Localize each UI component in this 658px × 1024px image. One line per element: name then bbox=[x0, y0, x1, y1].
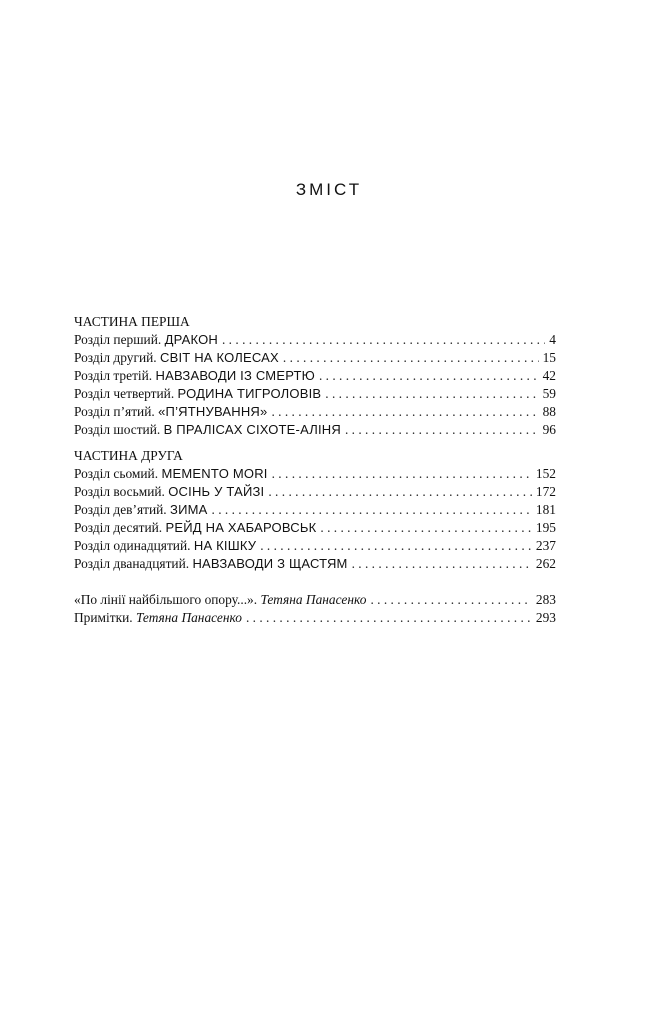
dot-leader bbox=[271, 403, 538, 421]
toc-entry-chapter: ДРАКОН bbox=[164, 332, 218, 347]
toc-entry-prefix: Розділ десятий. bbox=[74, 520, 163, 535]
toc-entry-page: 262 bbox=[535, 556, 556, 571]
toc-entry-page: 96 bbox=[542, 422, 556, 437]
toc-entry[interactable] bbox=[74, 331, 556, 349]
toc-entry-chapter: СВІТ НА КОЛЕСАХ bbox=[159, 350, 279, 365]
toc-entry-prefix: Розділ восьмий. bbox=[74, 484, 165, 499]
dot-leader bbox=[222, 331, 545, 349]
toc-entry[interactable] bbox=[74, 501, 556, 519]
part-two-heading: ЧАСТИНА ДРУГА bbox=[74, 448, 183, 463]
table-of-contents bbox=[74, 313, 556, 627]
section-spacer bbox=[74, 573, 556, 591]
toc-entry-chapter: ЗИМА bbox=[170, 502, 208, 517]
dot-leader bbox=[212, 501, 532, 519]
dot-leader bbox=[370, 591, 531, 609]
toc-entry-chapter: НАВЗАВОДИ ІЗ СМЕРТЮ bbox=[155, 368, 315, 383]
toc-entry-page: 152 bbox=[535, 466, 556, 481]
toc-entry-page: 172 bbox=[535, 484, 556, 499]
toc-entry-prefix: Розділ перший. bbox=[74, 332, 162, 347]
toc-entry[interactable] bbox=[74, 349, 556, 367]
toc-entry-author: Тетяна Панасенко bbox=[135, 610, 242, 625]
dot-leader bbox=[352, 555, 532, 573]
toc-entry-page: 88 bbox=[542, 404, 556, 419]
toc-entry[interactable] bbox=[74, 403, 556, 421]
dot-leader bbox=[272, 465, 532, 483]
dot-leader bbox=[345, 421, 539, 439]
toc-entry[interactable] bbox=[74, 555, 556, 573]
toc-entry[interactable] bbox=[74, 421, 556, 439]
toc-entry-chapter: НА КІШКУ bbox=[193, 538, 257, 553]
toc-entry-chapter: ОСІНЬ У ТАЙЗІ bbox=[168, 484, 265, 499]
toc-entry[interactable] bbox=[74, 385, 556, 403]
toc-entry-page: 181 bbox=[535, 502, 556, 517]
toc-entry-prefix: Примітки. bbox=[74, 610, 133, 625]
page-title: ЗМІСТ bbox=[295, 180, 363, 199]
toc-entry-page: 4 bbox=[549, 332, 556, 347]
toc-entry-chapter: РЕЙД НА ХАБАРОВСЬК bbox=[165, 520, 317, 535]
toc-entry-page: 42 bbox=[542, 368, 556, 383]
toc-entry-prefix: Розділ п’ятий. bbox=[74, 404, 155, 419]
toc-entry-prefix: Розділ третій. bbox=[74, 368, 153, 383]
toc-entry-page: 237 bbox=[535, 538, 556, 553]
toc-entry-chapter: MEMENTO MORI bbox=[161, 466, 268, 481]
toc-entry-prefix: Розділ четвертий. bbox=[74, 386, 175, 401]
toc-entry[interactable] bbox=[74, 483, 556, 501]
toc-entry-chapter: РОДИНА ТИГРОЛОВІВ bbox=[177, 386, 322, 401]
dot-leader bbox=[325, 385, 538, 403]
toc-entry-prefix: «По лінії найбільшого опору...». bbox=[74, 592, 258, 607]
toc-entry-page: 59 bbox=[542, 386, 556, 401]
dot-leader bbox=[260, 537, 532, 555]
toc-entry-author: Тетяна Панасенко bbox=[260, 592, 367, 607]
toc-entry-prefix: Розділ шостий. bbox=[74, 422, 161, 437]
toc-entry-chapter: «П’ЯТНУВАННЯ» bbox=[158, 404, 268, 419]
toc-entry[interactable] bbox=[74, 465, 556, 483]
toc-entry[interactable] bbox=[74, 537, 556, 555]
toc-entry-prefix: Розділ дванадцятий. bbox=[74, 556, 190, 571]
toc-entry-prefix: Розділ дев’ятий. bbox=[74, 502, 167, 517]
toc-entry-chapter: НАВЗАВОДИ З ЩАСТЯМ bbox=[192, 556, 348, 571]
dot-leader bbox=[246, 609, 532, 627]
toc-entry-page: 15 bbox=[542, 350, 556, 365]
dot-leader bbox=[283, 349, 539, 367]
toc-entry-prefix: Розділ сьомий. bbox=[74, 466, 159, 481]
toc-entry-page: 293 bbox=[535, 610, 556, 625]
toc-entry-chapter: В ПРАЛІСАХ СІХОТЕ-АЛІНЯ bbox=[163, 422, 341, 437]
toc-entry-appendix[interactable] bbox=[74, 591, 556, 609]
dot-leader bbox=[268, 483, 532, 501]
toc-entry[interactable] bbox=[74, 367, 556, 385]
toc-entry-page: 283 bbox=[535, 592, 556, 607]
dot-leader bbox=[320, 519, 532, 537]
dot-leader bbox=[319, 367, 539, 385]
section-spacer bbox=[74, 439, 556, 447]
toc-entry-prefix: Розділ другий. bbox=[74, 350, 157, 365]
part-one-heading: ЧАСТИНА ПЕРША bbox=[74, 314, 190, 329]
toc-entry[interactable] bbox=[74, 519, 556, 537]
toc-entry-appendix[interactable] bbox=[74, 609, 556, 627]
toc-entry-prefix: Розділ одинадцятий. bbox=[74, 538, 191, 553]
toc-entry-page: 195 bbox=[535, 520, 556, 535]
